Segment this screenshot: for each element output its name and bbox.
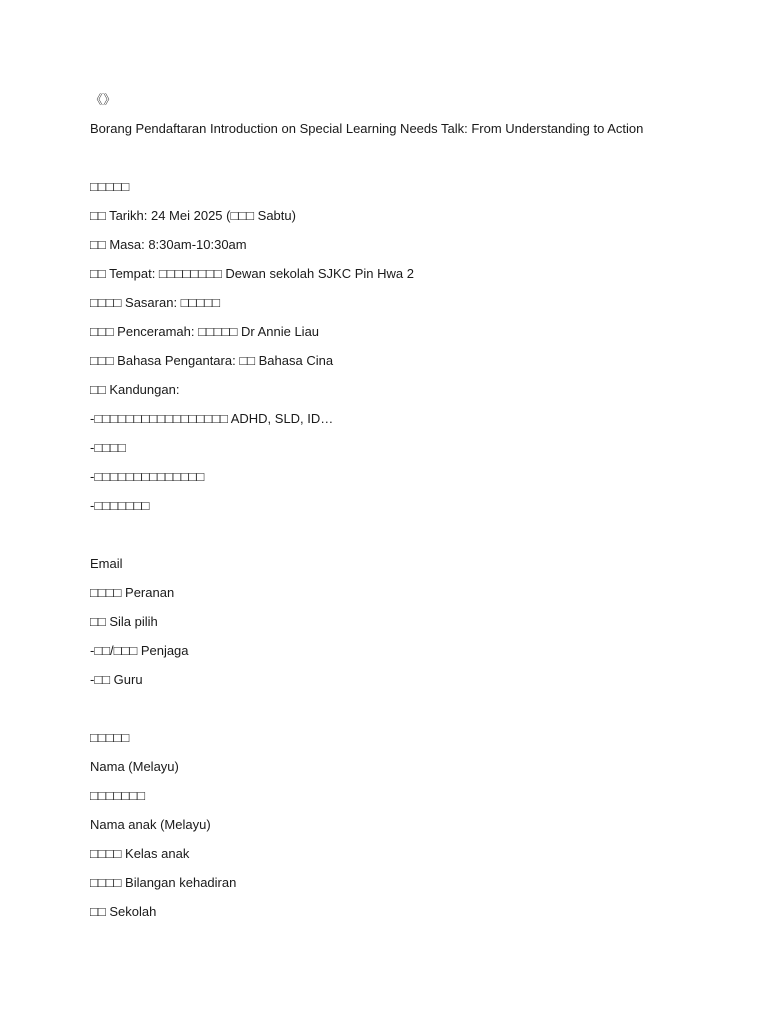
- spacer: [90, 527, 730, 556]
- info-heading: □□□□□: [90, 179, 130, 194]
- role-option-teacher: -□□ Guru: [90, 672, 143, 687]
- info-content-item: -□□□□□□□□□□□□□□□□□ ADHD, SLD, ID…: [90, 411, 334, 426]
- info-venue: □□ Tempat: □□□□□□□□ Dewan sekolah SJKC Pin Hwa 2: [90, 266, 414, 281]
- document-mark: 《》: [90, 92, 117, 107]
- field-school-label: □□ Sekolah: [90, 904, 157, 919]
- field-role-prompt: □□ Sila pilih: [90, 614, 158, 629]
- info-time: □□ Masa: 8:30am-10:30am: [90, 237, 247, 252]
- info-date: □□ Tarikh: 24 Mei 2025 (□□□ Sabtu): [90, 208, 296, 223]
- info-content-label: □□ Kandungan:: [90, 382, 180, 397]
- document-body: [90, 92, 730, 933]
- field-child-name-label: Nama anak (Melayu): [90, 817, 211, 832]
- field-role-label: □□□□ Peranan: [90, 585, 175, 600]
- info-content-item: -□□□□□□□: [90, 498, 150, 513]
- info-content-item: -□□□□: [90, 440, 126, 455]
- info-speaker: □□□ Penceramah: □□□□□ Dr Annie Liau: [90, 324, 320, 339]
- field-attendance-label: □□□□ Bilangan kehadiran: [90, 875, 237, 890]
- spacer: [90, 701, 730, 730]
- info-target: □□□□ Sasaran: □□□□□: [90, 295, 220, 310]
- spacer: [90, 150, 730, 179]
- form-title: Borang Pendaftaran Introduction on Special Learning Needs Talk: From Understanding to Action: [90, 121, 644, 136]
- info-content-item: -□□□□□□□□□□□□□□: [90, 469, 205, 484]
- role-option-guardian: -□□/□□□ Penjaga: [90, 643, 189, 658]
- field-email-label: Email: [90, 556, 123, 571]
- field-name-label: Nama (Melayu): [90, 759, 179, 774]
- info-language: □□□ Bahasa Pengantara: □□ Bahasa Cina: [90, 353, 334, 368]
- field-child-class-label: □□□□ Kelas anak: [90, 846, 190, 861]
- field-name-heading: □□□□□: [90, 730, 130, 745]
- field-child-name-heading: □□□□□□□: [90, 788, 145, 803]
